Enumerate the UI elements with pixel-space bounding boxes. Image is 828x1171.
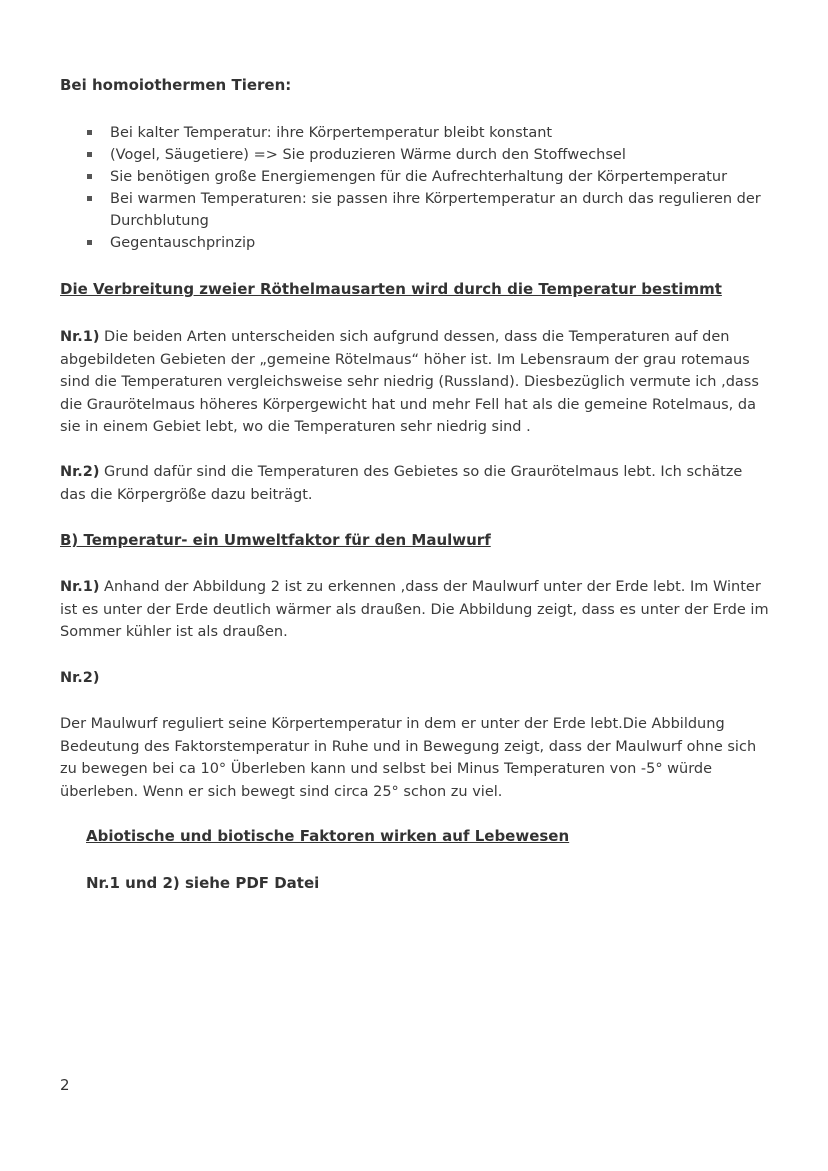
bullet-item: Bei kalter Temperatur: ihre Körpertemperatur bleibt konstant [86, 122, 776, 144]
answer-label: Nr.1) [60, 579, 100, 595]
page-number: 2 [60, 1076, 70, 1094]
answer-label: Nr.2) [60, 670, 100, 686]
section-heading-roetelmaus: Die Verbreitung zweier Röthelmausarten wird durch die Temperatur bestimmt [60, 280, 722, 298]
answer-label: Nr.2) [60, 464, 100, 480]
section-heading-homoiotherm: Bei homoiothermen Tieren: [60, 76, 292, 94]
homoiotherm-bullet-list [86, 122, 776, 254]
bullet-item: Gegentauschprinzip [86, 232, 776, 254]
bullet-item: (Vogel, Säugetiere) => Sie produzieren Wärme durch den Stoffwechsel [86, 144, 776, 166]
answer-text: Die beiden Arten unterscheiden sich aufgrund dessen, dass die Temperaturen auf den abgebildeten Gebieten der „gemeine Rötelmaus“ höher ist. Im Lebensraum der grau rotemaus sind die Temperaturen vergleichsweise sehr niedrig (Russland). Diesbezüglich vermute ich ,dass die Graurötelmaus höheres Körpergewicht hat und mehr Fell hat als die gemeine Rotelmaus, da sie in einem Gebiet lebt, wo die Temperaturen sehr niedrig sind . [60, 329, 759, 435]
roetelmaus-answer-2 [60, 461, 772, 506]
bullet-item: Sie benötigen große Energiemengen für die Aufrechterhaltung der Körpertemperatur [86, 166, 776, 188]
maulwurf-answer-2-label [60, 667, 772, 690]
bullet-item: Bei warmen Temperaturen: sie passen ihre Körpertemperatur an durch das regulieren der Durchblutung [86, 188, 776, 232]
answer-label: Nr.1) [60, 329, 100, 345]
answer-text: Grund dafür sind die Temperaturen des Gebietes so die Graurötelmaus lebt. Ich schätze das die Körpergröße dazu beiträgt. [60, 464, 743, 503]
maulwurf-answer-2-text: Der Maulwurf reguliert seine Körpertemperatur in dem er unter der Erde lebt.Die Abbildung Bedeutung des Faktorstemperatur in Ruhe und in Bewegung zeigt, dass der Maulwurf ohne sich zu bewegen bei ca 10° Überleben kann und selbst bei Minus Temperaturen von -5° würde überleben. Wenn er sich bewegt sind circa 25° schon zu viel. [60, 716, 757, 800]
roetelmaus-answer-1 [60, 326, 772, 439]
maulwurf-answer-1 [60, 576, 772, 644]
section-heading-faktoren: Abiotische und biotische Faktoren wirken auf Lebewesen [86, 827, 570, 845]
section-heading-maulwurf: B) Temperatur- ein Umweltfaktor für den Maulwurf [60, 531, 491, 549]
faktoren-note: Nr.1 und 2) siehe PDF Datei [86, 874, 320, 892]
answer-text: Anhand der Abbildung 2 ist zu erkennen ,dass der Maulwurf unter der Erde lebt. Im Winter ist es unter der Erde deutlich wärmer als draußen. Die Abbildung zeigt, dass es unter der Erde im Sommer kühler ist als draußen. [60, 579, 769, 640]
